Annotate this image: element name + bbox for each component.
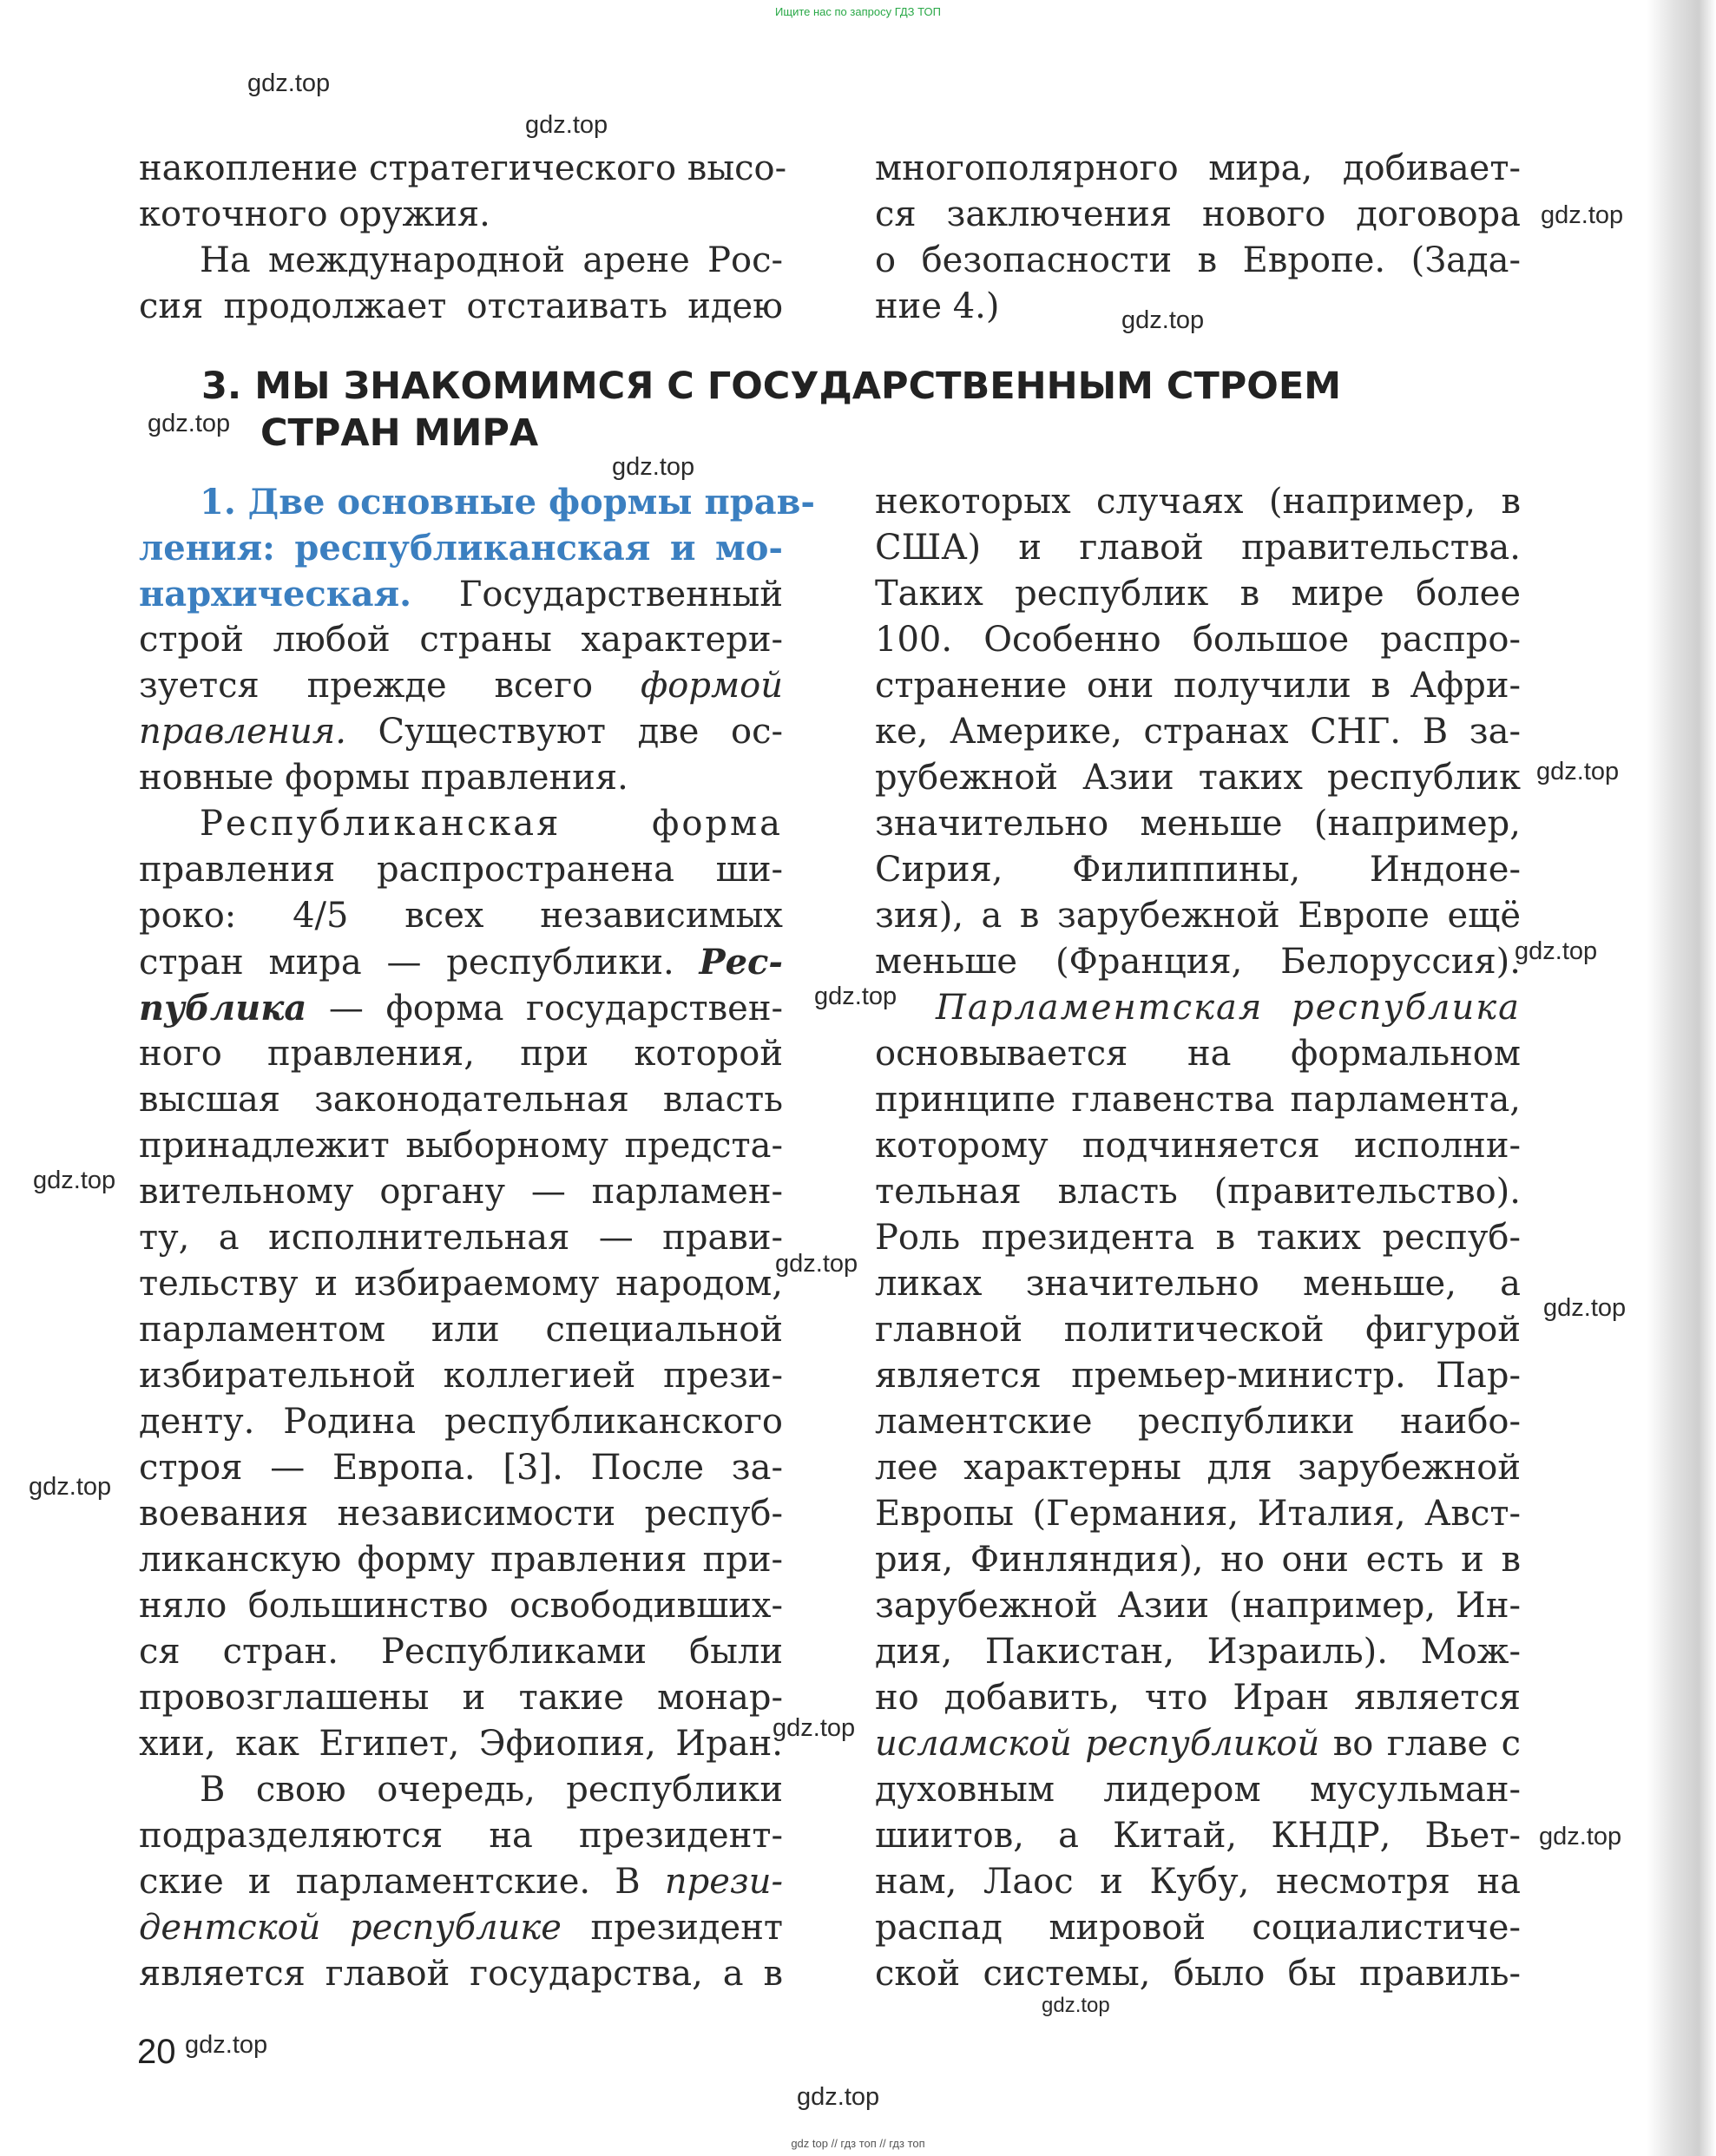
watermark: gdz.top [814,983,897,1010]
text-line: правления. Существуют две ос- [139,712,783,752]
left-column-top [139,146,787,330]
text-line: странение они получили в Афри- [875,666,1521,706]
text-line: принципе главенства парламента, [875,1080,1521,1120]
text-line: лее характерны для зарубежной [875,1448,1521,1488]
text-line: На международной арене Рос- [200,240,783,280]
top-banner: Ищите нас по запросу ГДЗ ТОП [775,5,941,18]
section-title: нархическая. [139,574,412,615]
text-line: является премьер-министр. Пар- [875,1356,1521,1396]
text-line: ликах значительно меньше, а [875,1264,1521,1304]
text-line: ские и парламентские. В прези- [139,1862,783,1902]
watermark: gdz.top [775,1250,858,1278]
text-line: Таких республик в мире более [875,574,1521,614]
text-line: тельная власть (правительство). [875,1172,1521,1212]
text-line: но добавить, что Иран является [875,1678,1521,1718]
text-line: дия, Пакистан, Израиль). Мож- [875,1632,1521,1672]
text-line: Европы (Германия, Италия, Авст- [875,1494,1521,1534]
text-line: новные формы правления. [139,758,628,798]
term: Рес- [699,942,783,983]
text-line: принадлежит выборному предста- [139,1126,783,1166]
text-line: публика — форма государствен- [139,988,784,1029]
section-title: ления: республиканская и мо- [139,528,783,569]
right-column-main [875,479,1521,1997]
text-line: зуется прежде всего формой [139,666,783,706]
text-line: нам, Лаос и Кубу, несмотря на [875,1862,1521,1902]
text-line: ся стран. Республиками были [139,1632,783,1672]
watermark: gdz.top [1536,758,1620,785]
watermark: gdz.top [1042,1994,1110,2017]
watermark: gdz.top [1543,1294,1627,1322]
watermark: gdz.top [525,111,608,139]
watermark: gdz.top [612,453,695,481]
text-line: рия, Финляндия), но они есть и в [875,1540,1521,1580]
watermark: gdz.top [29,1473,112,1501]
text-line: строя — Европа. [3]. После за- [139,1448,783,1488]
text-line: зия), а в зарубежной Европе ещё [875,896,1521,936]
text-line: парламентом или специальной [139,1310,783,1350]
text-line: избирательной коллегией прези- [139,1356,783,1396]
text-line: ного правления, при которой [139,1034,783,1074]
text-line: строй любой страны характери- [139,620,783,660]
term: прези- [664,1862,783,1902]
text-line: является главой государства, а в [139,1954,783,1994]
page-edge-shadow [1647,0,1716,2156]
text-line: рубежной Азии таких республик [875,758,1521,798]
watermark: gdz.top [247,69,331,97]
text-line: меньше (Франция, Белоруссия). [875,942,1521,982]
text-line: главной политической фигурой [875,1310,1521,1350]
watermark: gdz.top [1541,201,1624,229]
term: дентской республике [139,1908,562,1948]
chapter-heading [201,363,1341,457]
chapter-title-line2: СТРАН МИРА [260,411,539,455]
text-line: ке, Америке, странах СНГ. В за- [875,712,1521,752]
text-line: накопление стратегического высо- [139,148,787,188]
text-line: воевания независимости респуб- [139,1494,783,1534]
text-line: зарубежной Азии (например, Ин- [875,1586,1521,1626]
text-line: коточного оружия. [139,194,490,234]
text-line: шиитов, а Китай, КНДР, Вьет- [875,1816,1521,1856]
text-line: провозглашены и такие монар- [139,1678,783,1718]
text-line: стран мира — республики. Рес- [139,942,783,983]
text-line: ся заключения нового договора [875,194,1521,234]
text-line: Роль президента в таких респуб- [875,1218,1521,1258]
text-line: В свою очередь, республики [200,1770,783,1810]
text-line: многополярного мира, добивает- [875,148,1521,188]
text-line: денту. Родина республиканского [139,1402,783,1442]
text-line: сия продолжает отстаивать идею [139,286,783,326]
text-line: ту, а исполнительная — прави- [139,1218,783,1258]
watermark: gdz.top [148,410,231,437]
text-line: Республиканская форма [200,804,783,844]
text-line: ние 4.) [875,286,1000,326]
text-line: нархическая. Государственный [139,574,783,615]
text-line: основывается на формальном [875,1034,1521,1074]
text-line: дентской республике президент [139,1908,784,1948]
chapter-number: 3. [201,365,242,408]
text-line: распад мировой социалистиче- [875,1908,1521,1948]
text-line: няло большинство освободивших- [139,1586,783,1626]
text-line: которому подчиняется исполни- [875,1126,1521,1166]
text-line: о безопасности в Европе. (Зада- [875,240,1521,280]
term: исламской республикой [875,1724,1320,1764]
right-column-top [875,146,1521,330]
text-line: ской системы, было бы правиль- [875,1954,1521,1994]
term: правления. [139,712,346,752]
text-line: высшая законодательная власть [139,1080,783,1120]
watermark: gdz.top [773,1714,856,1742]
page-number: 20 [137,2033,176,2071]
text-line: роко: 4/5 всех независимых [139,896,783,936]
section-title: 1. Две основные формы прав- [200,482,816,523]
watermark: gdz.top [1121,306,1205,334]
text-line: ликанскую форму правления при- [139,1540,783,1580]
text-line: 100. Особенно большое распро- [875,620,1521,660]
chapter-title-line1: МЫ ЗНАКОМИМСЯ С ГОСУДАРСТВЕННЫМ СТРОЕМ [254,365,1342,408]
watermark: gdz.top [797,2083,880,2111]
watermark: gdz.top [1539,1823,1622,1850]
term: публика [139,988,307,1029]
text-line: хии, как Египет, Эфиопия, Иран. [139,1724,783,1764]
text-line: вительному органу — парламен- [139,1172,783,1212]
text-line: некоторых случаях (например, в [875,482,1521,522]
term: формой [640,666,783,706]
text-line: значительно меньше (например, [875,804,1521,844]
watermark: gdz.top [1515,937,1598,965]
watermark: gdz.top [185,2031,268,2059]
watermark: gdz.top [33,1167,116,1194]
text-line: тельству и избираемому народом, [139,1264,783,1304]
text-line: правления распространена ши- [139,850,783,890]
text-line: духовным лидером мусульман- [875,1770,1521,1810]
text-line: Сирия, Филиппины, Индоне- [875,850,1521,890]
text-line: США) и главой правительства. [875,528,1521,568]
text-line: ламентские республики наибо- [875,1402,1521,1442]
footer-links: gdz top // гдз топ // гдз топ [791,2137,925,2150]
term: Парламентская республика [936,988,1521,1028]
text-line: подразделяются на президент- [139,1816,783,1856]
text-line: исламской республикой во главе с [875,1724,1522,1764]
